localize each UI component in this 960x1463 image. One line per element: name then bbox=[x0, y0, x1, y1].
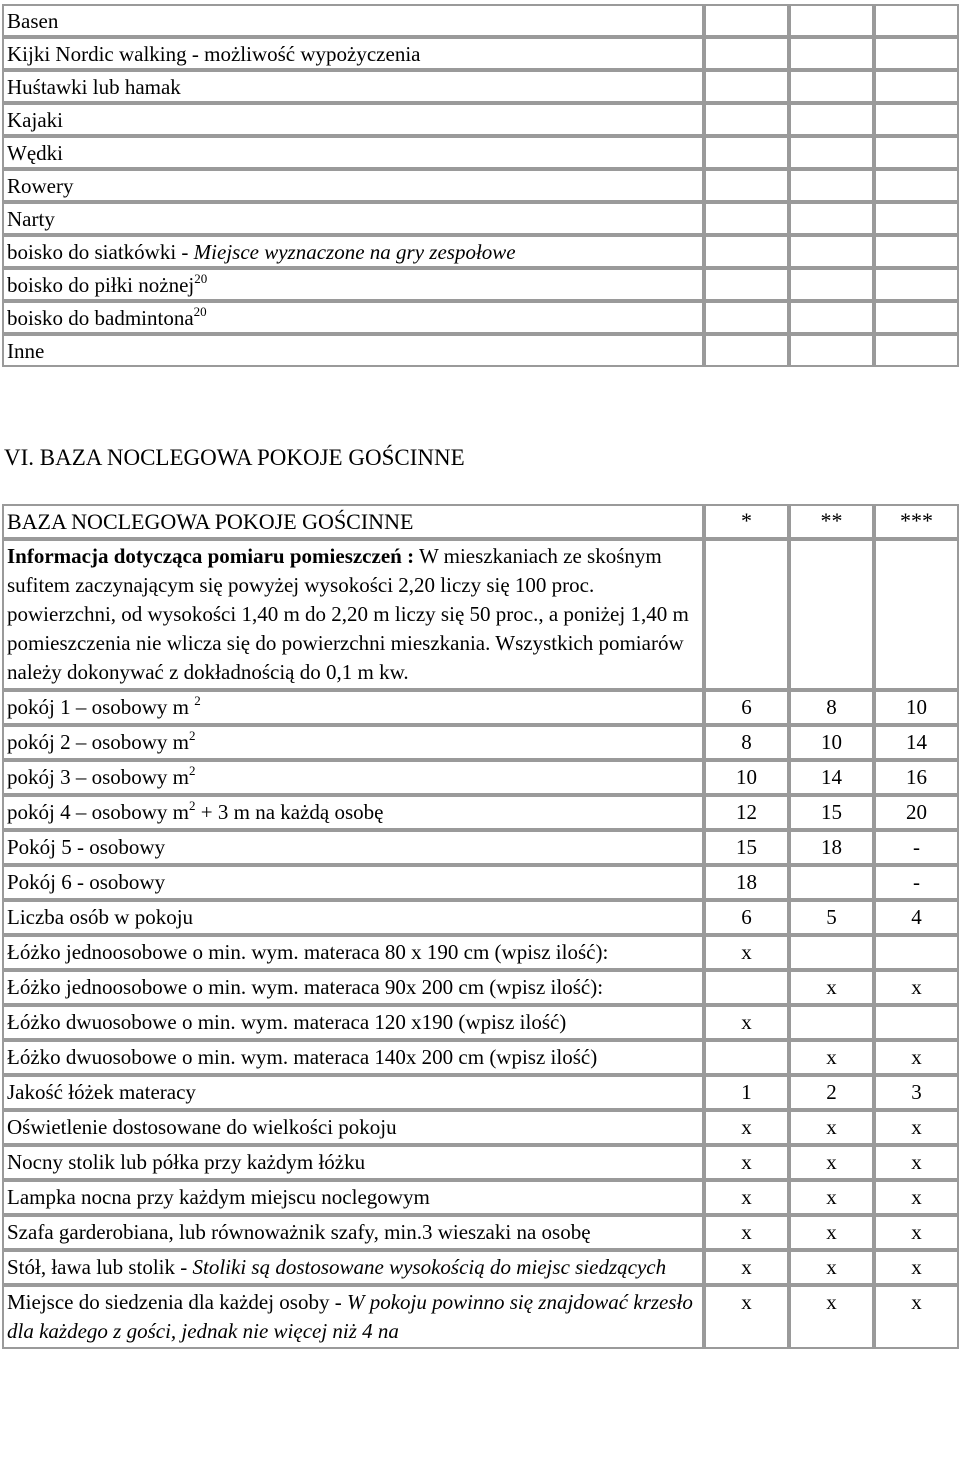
row-label-text: Łóżko jednoosobowe o min. wym. materaca 80 x 190 cm (wpisz ilość): bbox=[7, 940, 609, 964]
amenity-empty-cell-3 bbox=[874, 37, 959, 70]
rooms-header-star1: * bbox=[704, 504, 789, 539]
amenity-empty-cell-2 bbox=[789, 202, 874, 235]
amenity-empty-cell-2 bbox=[789, 103, 874, 136]
amenity-empty-cell-1 bbox=[704, 136, 789, 169]
amenity-row bbox=[2, 103, 959, 136]
row-value-2: 5 bbox=[789, 900, 874, 935]
section-heading: VI. BAZA NOCLEGOWA POKOJE GOŚCINNE bbox=[4, 445, 465, 470]
amenity-empty-cell-2 bbox=[789, 334, 874, 367]
table-row bbox=[2, 1005, 959, 1040]
row-label-text: pokój 4 – osobowy m bbox=[7, 800, 190, 824]
row-label-text: Liczba osób w pokoju bbox=[7, 905, 194, 929]
row-value-3: x bbox=[874, 1040, 959, 1075]
row-value-2: 15 bbox=[789, 795, 874, 830]
amenity-empty-cell-2 bbox=[789, 169, 874, 202]
amenity-text: boisko do siatkówki - bbox=[7, 240, 194, 264]
amenity-text: Narty bbox=[7, 207, 55, 231]
amenity-text: boisko do badmintona bbox=[7, 306, 194, 330]
row-value-3: 4 bbox=[874, 900, 959, 935]
amenity-empty-cell-1 bbox=[704, 334, 789, 367]
row-label-text: Stół, ława lub stolik - bbox=[7, 1255, 193, 1279]
table-row bbox=[2, 1145, 959, 1180]
row-label bbox=[2, 1180, 704, 1215]
row-value-3: 3 bbox=[874, 1075, 959, 1110]
amenity-empty-cell-1 bbox=[704, 103, 789, 136]
row-label-sup: 2 bbox=[189, 728, 196, 743]
amenity-empty-cell-2 bbox=[789, 4, 874, 37]
row-label-note: Stoliki są dostosowane wysokością do miejsc siedzących bbox=[192, 1255, 667, 1279]
amenity-text: Basen bbox=[7, 9, 59, 33]
rooms-table bbox=[2, 504, 959, 1349]
amenity-empty-cell-3 bbox=[874, 169, 959, 202]
row-value-1: 8 bbox=[704, 725, 789, 760]
amenity-empty-cell-1 bbox=[704, 169, 789, 202]
amenity-row bbox=[2, 301, 959, 334]
row-value-1 bbox=[704, 970, 789, 1005]
row-value-3: - bbox=[874, 830, 959, 865]
amenity-text: boisko do piłki nożnej bbox=[7, 273, 195, 297]
row-label-text: Łóżko dwuosobowe o min. wym. materaca 140x 200 cm (wpisz ilość) bbox=[7, 1045, 598, 1069]
row-value-3: x bbox=[874, 970, 959, 1005]
amenity-row bbox=[2, 268, 959, 301]
amenity-row bbox=[2, 4, 959, 37]
row-label-text: pokój 3 – osobowy m bbox=[7, 765, 190, 789]
row-value-2 bbox=[789, 1005, 874, 1040]
row-label bbox=[2, 795, 704, 830]
amenity-empty-cell-2 bbox=[789, 301, 874, 334]
row-label bbox=[2, 1215, 704, 1250]
row-label-text: Pokój 6 - osobowy bbox=[7, 870, 166, 894]
amenity-row bbox=[2, 334, 959, 367]
row-label bbox=[2, 935, 704, 970]
table-row bbox=[2, 1075, 959, 1110]
table-row bbox=[2, 1180, 959, 1215]
amenity-label bbox=[2, 4, 704, 37]
row-value-1: 18 bbox=[704, 865, 789, 900]
rooms-header-label: BAZA NOCLEGOWA POKOJE GOŚCINNE bbox=[2, 504, 704, 539]
amenity-row bbox=[2, 235, 959, 268]
row-value-2: 14 bbox=[789, 760, 874, 795]
row-value-1: 12 bbox=[704, 795, 789, 830]
row-value-1: x bbox=[704, 1145, 789, 1180]
table-row bbox=[2, 795, 959, 830]
amenity-empty-cell-3 bbox=[874, 235, 959, 268]
amenity-row bbox=[2, 70, 959, 103]
amenity-empty-cell-3 bbox=[874, 103, 959, 136]
table-row bbox=[2, 1285, 959, 1349]
row-label-sup: 2 bbox=[189, 798, 196, 813]
amenity-empty-cell-1 bbox=[704, 268, 789, 301]
row-label bbox=[2, 1250, 704, 1285]
rooms-header-row bbox=[2, 504, 959, 539]
row-label bbox=[2, 900, 704, 935]
row-label-note: W pokoju powinno się znajdować krzesło dla każdego z gości, jednak nie więcej niż 4 na bbox=[7, 1290, 693, 1343]
row-value-1: x bbox=[704, 1285, 789, 1349]
row-label bbox=[2, 1285, 704, 1349]
amenity-empty-cell-3 bbox=[874, 334, 959, 367]
row-value-1: 15 bbox=[704, 830, 789, 865]
row-label-text: Miejsce do siedzenia dla każdej osoby - bbox=[7, 1290, 347, 1314]
amenity-empty-cell-3 bbox=[874, 4, 959, 37]
amenity-empty-cell-1 bbox=[704, 37, 789, 70]
row-value-1: 1 bbox=[704, 1075, 789, 1110]
row-value-2: x bbox=[789, 970, 874, 1005]
row-label bbox=[2, 760, 704, 795]
amenity-empty-cell-2 bbox=[789, 37, 874, 70]
rooms-header-star3: *** bbox=[874, 504, 959, 539]
table-row bbox=[2, 1110, 959, 1145]
amenity-sup: 20 bbox=[194, 271, 208, 286]
amenity-label bbox=[2, 136, 704, 169]
row-label-text: pokój 1 – osobowy m bbox=[7, 695, 195, 719]
row-value-1: x bbox=[704, 1250, 789, 1285]
row-label bbox=[2, 1075, 704, 1110]
row-value-3: x bbox=[874, 1110, 959, 1145]
row-label-text: pokój 2 – osobowy m bbox=[7, 730, 190, 754]
amenity-label bbox=[2, 235, 704, 268]
amenity-note: Miejsce wyznaczone na gry zespołowe bbox=[193, 240, 516, 264]
row-value-3: 10 bbox=[874, 690, 959, 725]
amenity-empty-cell-1 bbox=[704, 70, 789, 103]
table-row bbox=[2, 900, 959, 935]
row-label-sup: 2 bbox=[194, 693, 201, 708]
amenity-text: Inne bbox=[7, 339, 45, 363]
amenity-label bbox=[2, 169, 704, 202]
amenity-label bbox=[2, 268, 704, 301]
table-row bbox=[2, 690, 959, 725]
amenity-empty-cell-3 bbox=[874, 202, 959, 235]
amenity-label bbox=[2, 37, 704, 70]
row-value-3: 14 bbox=[874, 725, 959, 760]
amenity-empty-cell-2 bbox=[789, 136, 874, 169]
table-row bbox=[2, 725, 959, 760]
row-value-3 bbox=[874, 935, 959, 970]
amenity-empty-cell-1 bbox=[704, 4, 789, 37]
amenity-empty-cell-3 bbox=[874, 301, 959, 334]
amenity-row bbox=[2, 136, 959, 169]
table-row bbox=[2, 970, 959, 1005]
info-empty-2 bbox=[789, 539, 874, 690]
amenity-text: Wędki bbox=[7, 141, 63, 165]
row-value-2: 2 bbox=[789, 1075, 874, 1110]
row-value-1 bbox=[704, 1040, 789, 1075]
amenity-label bbox=[2, 202, 704, 235]
row-value-2: x bbox=[789, 1110, 874, 1145]
table-row bbox=[2, 1040, 959, 1075]
row-label bbox=[2, 1005, 704, 1040]
row-label bbox=[2, 690, 704, 725]
amenity-row bbox=[2, 202, 959, 235]
amenity-empty-cell-3 bbox=[874, 136, 959, 169]
amenity-text: Rowery bbox=[7, 174, 74, 198]
row-value-2: x bbox=[789, 1145, 874, 1180]
row-label-sup: 2 bbox=[189, 763, 196, 778]
row-label bbox=[2, 970, 704, 1005]
table-row bbox=[2, 1250, 959, 1285]
row-value-2 bbox=[789, 935, 874, 970]
amenity-empty-cell-2 bbox=[789, 70, 874, 103]
row-value-1: x bbox=[704, 935, 789, 970]
table-row bbox=[2, 865, 959, 900]
amenity-text: Kajaki bbox=[7, 108, 63, 132]
row-value-3: x bbox=[874, 1285, 959, 1349]
amenity-label bbox=[2, 103, 704, 136]
row-label-text: Szafa garderobiana, lub równoważnik szafy, min.3 wieszaki na osobę bbox=[7, 1220, 591, 1244]
amenity-row bbox=[2, 37, 959, 70]
row-value-2: 10 bbox=[789, 725, 874, 760]
row-value-3: 20 bbox=[874, 795, 959, 830]
row-value-2: 18 bbox=[789, 830, 874, 865]
row-value-2: x bbox=[789, 1285, 874, 1349]
row-value-1: x bbox=[704, 1110, 789, 1145]
amenity-label bbox=[2, 301, 704, 334]
row-value-2: x bbox=[789, 1180, 874, 1215]
amenity-text: Huśtawki lub hamak bbox=[7, 75, 181, 99]
amenity-label bbox=[2, 70, 704, 103]
info-bold: Informacja dotycząca pomiaru pomieszczeń : bbox=[7, 544, 415, 568]
row-value-2 bbox=[789, 865, 874, 900]
row-value-2: x bbox=[789, 1040, 874, 1075]
row-value-3 bbox=[874, 1005, 959, 1040]
row-label bbox=[2, 1110, 704, 1145]
row-value-1: 10 bbox=[704, 760, 789, 795]
amenity-empty-cell-1 bbox=[704, 301, 789, 334]
amenity-empty-cell-1 bbox=[704, 202, 789, 235]
row-value-3: x bbox=[874, 1215, 959, 1250]
table-row bbox=[2, 1215, 959, 1250]
row-value-3: x bbox=[874, 1250, 959, 1285]
row-value-3: x bbox=[874, 1180, 959, 1215]
amenity-empty-cell-3 bbox=[874, 70, 959, 103]
table-row bbox=[2, 830, 959, 865]
amenity-sup: 20 bbox=[193, 304, 207, 319]
row-label-after: + 3 m na każdą osobę bbox=[195, 800, 384, 824]
row-value-3: x bbox=[874, 1145, 959, 1180]
row-label bbox=[2, 725, 704, 760]
row-value-1: 6 bbox=[704, 900, 789, 935]
row-label-text: Oświetlenie dostosowane do wielkości pokoju bbox=[7, 1115, 397, 1139]
amenity-label bbox=[2, 334, 704, 367]
row-value-1: x bbox=[704, 1005, 789, 1040]
row-label-text: Pokój 5 - osobowy bbox=[7, 835, 166, 859]
row-value-1: x bbox=[704, 1180, 789, 1215]
row-label bbox=[2, 830, 704, 865]
info-empty-3 bbox=[874, 539, 959, 690]
row-label-text: Jakość łóżek materacy bbox=[7, 1080, 196, 1104]
row-label-text: Łóżko jednoosobowe o min. wym. materaca 90x 200 cm (wpisz ilość): bbox=[7, 975, 604, 999]
row-value-2: x bbox=[789, 1250, 874, 1285]
amenity-empty-cell-3 bbox=[874, 268, 959, 301]
amenity-row bbox=[2, 169, 959, 202]
amenity-empty-cell-1 bbox=[704, 235, 789, 268]
row-label bbox=[2, 1145, 704, 1180]
info-empty-1 bbox=[704, 539, 789, 690]
row-value-1: 6 bbox=[704, 690, 789, 725]
info-cell bbox=[2, 539, 704, 690]
amenity-empty-cell-2 bbox=[789, 235, 874, 268]
row-value-3: - bbox=[874, 865, 959, 900]
row-label bbox=[2, 1040, 704, 1075]
row-label-text: Nocny stolik lub półka przy każdym łóżku bbox=[7, 1150, 366, 1174]
row-label-text: Lampka nocna przy każdym miejscu noclegowym bbox=[7, 1185, 430, 1209]
table-row bbox=[2, 935, 959, 970]
amenity-empty-cell-2 bbox=[789, 268, 874, 301]
table-row bbox=[2, 760, 959, 795]
row-value-1: x bbox=[704, 1215, 789, 1250]
row-value-2: x bbox=[789, 1215, 874, 1250]
row-label bbox=[2, 865, 704, 900]
amenity-text: Kijki Nordic walking - możliwość wypożyczenia bbox=[7, 42, 421, 66]
info-text: W mieszkaniach ze skośnym sufitem zaczynającym się powyżej wysokości 2,20 liczy się 100 proc. powierzchni, od wysokości 1,40 m do 2,20 m liczy się 50 proc., a poniżej 1,40 m pomieszczenia nie wlicza się do powierzchni mieszkania. Wszystkich pomiarów należy dokonywać z dokładnością do 0,1 m kw. bbox=[7, 544, 689, 684]
amenities-table bbox=[2, 4, 959, 367]
row-value-2: 8 bbox=[789, 690, 874, 725]
rooms-header-star2: ** bbox=[789, 504, 874, 539]
info-row bbox=[2, 539, 959, 690]
row-value-3: 16 bbox=[874, 760, 959, 795]
row-label-text: Łóżko dwuosobowe o min. wym. materaca 120 x190 (wpisz ilość) bbox=[7, 1010, 567, 1034]
